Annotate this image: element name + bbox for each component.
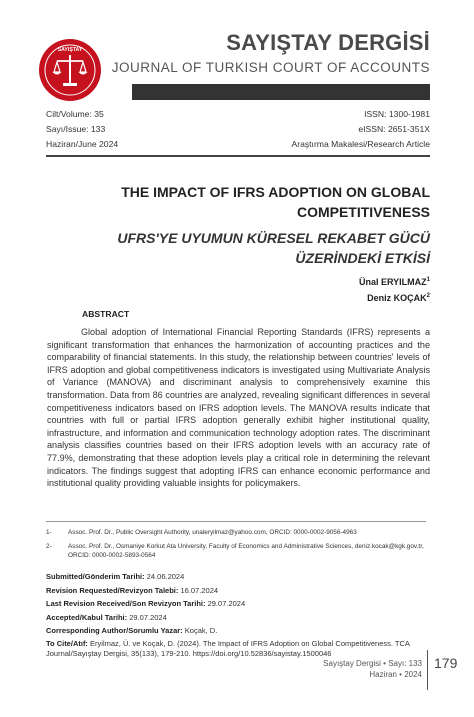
submitted-date [46,570,430,584]
article-title-tr [70,228,430,268]
issue-date: Haziran/June 2024 [46,139,119,149]
issue: Sayı/Issue: 133 [46,124,106,134]
revision-requested-date [46,584,430,598]
footer-separator [427,650,428,690]
abstract-heading: ABSTRACT [82,309,130,319]
title-en-line: THE IMPACT OF IFRS ADOPTION ON GLOBAL [121,184,430,200]
date-value: 29.07.2024 [207,599,246,609]
header-divider [46,155,430,157]
date-label: Last Revision Received/Son Revizyon Tarihi: [46,599,206,609]
footnote-number: 1- [46,529,52,536]
title-tr-line: UFRS'YE UYUMUN KÜRESEL REKABET GÜCÜ [117,230,430,246]
footer-journal: Sayıştay Dergisi • Sayı: 133 [323,659,422,668]
cite-text: Eryilmaz, Ü. ve Koçak, D. (2024). The Impact of IFRS Adoption on Global Competitiveness. TCA Journal/Sayıştay Dergisi, 35(133), 179-210. https://doi.org/10.52836/sayistay.1500046 [46,638,410,658]
footnote-divider [46,521,426,522]
issn: ISSN: 1300-1981 [364,109,430,119]
date-label: Submitted/Gönderim Tarihi: [46,572,145,581]
volume: Cilt/Volume: 35 [46,109,104,119]
sayistay-logo [38,38,102,102]
author-2 [367,293,430,303]
author-1 [359,277,430,287]
article-title-en [50,182,430,222]
abstract-text: Global adoption of International Financial Reporting Standards (IFRS) represents a significant transformation that enhances the harmonization of accounting practices and the comparability of financial statements. In this study, the relationship between countries' levels of IFRS adoption and global competitiveness indicators is investigated using Multivariate Analysis of Variance (MANOVA) and discriminant analysis to comprehensively examine this transformation. Data from 86 countries are analyzed, revealing significant differences in several competitiveness indicators based on IFRS adoption levels. The MANOVA results indicate that countries with full or partial IFRS adoption generally exhibit higher institutional quality, infrastructure, and information and communication technology adoption rates. The discriminant analysis classifies countries based on their IFRS adoption levels with an accuracy rate of 77.9%, demonstrating that these adoption levels play a critical role in determining the relevant indicators. The findings suggest that adopting IFRS can enhance economic performance and institutional quality providing valuable insights for policymakers. [47,327,430,489]
date-value: 16.07.2024 [180,585,219,595]
article-dates [46,570,430,659]
date-label: Corresponding Author/Sorumlu Yazar: [46,626,183,636]
citation [46,639,430,659]
last-revision-date [46,597,430,611]
date-value: 24.06.2024 [146,572,185,581]
footnote [46,528,430,538]
corresponding-author [46,624,430,638]
title-en-line: COMPETITIVENESS [296,204,430,220]
footnote-text: Assoc. Prof. Dr., Public Oversight Authority, unaleryilmaz@yahoo.com, ORCID: 0000-0002-9056-4963 [68,529,357,536]
issue-meta [46,107,118,152]
eissn: eISSN: 2651-351X [358,124,430,134]
cite-label: To Cite/Atıf: [46,638,88,648]
header-bar [132,84,430,100]
accepted-date [46,611,430,625]
author-name: Deniz KOÇAK [367,293,427,303]
footnote-mark: 2 [426,293,430,299]
author-name: Ünal ERYILMAZ [358,277,427,287]
date-label: Revision Requested/Revizyon Talebi: [46,585,179,595]
journal-subtitle: JOURNAL OF TURKISH COURT OF ACCOUNTS [111,60,430,75]
date-value: 29.07.2024 [129,612,167,622]
footnote-number: 2- [46,542,52,550]
page-number: 179 [434,655,458,671]
footnotes [46,528,430,565]
footer-date: Haziran • 2024 [369,670,422,679]
date-label: Accepted/Kabul Tarihi: [46,612,128,622]
journal-title: SAYIŞTAY DERGİSİ [226,30,430,55]
corresponding-name: Koçak, D. [184,626,218,636]
page-footer [323,658,422,680]
title-tr-line: ÜZERİNDEKİ ETKİSİ [295,250,430,266]
footnote-mark: 1 [426,277,430,283]
logo-text: SAYIŞTAY [57,47,83,53]
footnote [46,542,430,561]
article-type: Araştırma Makalesi/Research Article [291,139,430,149]
footnote-text: Assoc. Prof. Dr., Osmaniye Korkut Ata University, Faculty of Economics and Administrative Sciences, deniz.kocak@kgk.gov.tr, ORCID: 0000-0002-5893-0564 [68,542,424,559]
issn-meta [292,107,431,152]
